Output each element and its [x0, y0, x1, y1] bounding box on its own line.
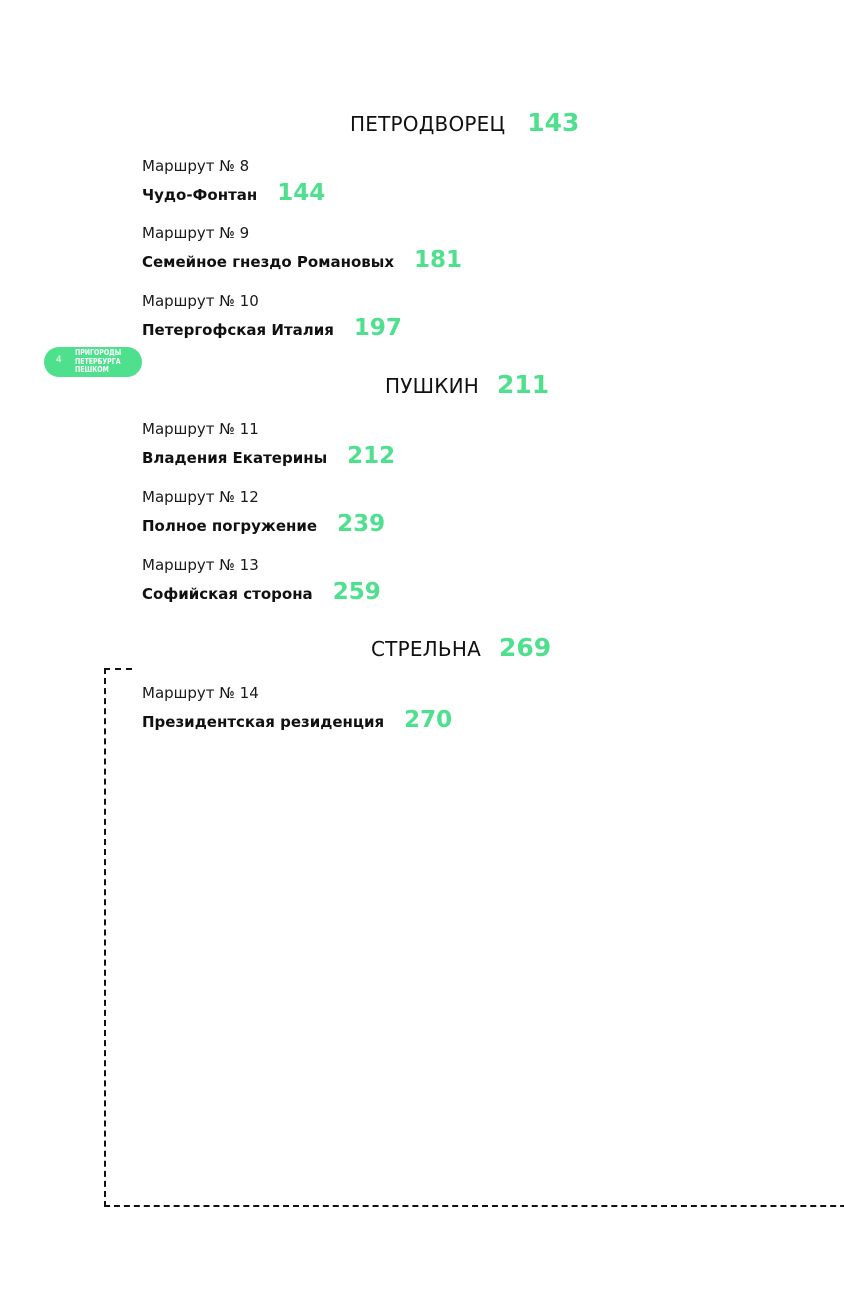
route-page-number: 197 [353, 315, 402, 341]
route-title: Президентская резиденция [142, 713, 385, 731]
route-title: Чудо-Фонтан [142, 186, 258, 204]
route-page-number: 181 [414, 247, 463, 273]
section-page-number: 143 [527, 108, 580, 137]
toc-entry-route-11 [142, 420, 395, 469]
route-label: Маршрут № 13 [142, 556, 259, 574]
dashed-frame [104, 668, 844, 1207]
section-header-strelna [371, 633, 551, 662]
route-line [142, 247, 462, 273]
section-header-pushkin [385, 370, 549, 399]
route-line [142, 315, 402, 341]
route-label: Маршрут № 9 [142, 224, 250, 242]
route-title: Владения Екатерины [142, 449, 328, 467]
route-page-number: 144 [277, 180, 326, 206]
route-label: Маршрут № 14 [142, 684, 259, 702]
route-label: Маршрут № 10 [142, 292, 259, 310]
route-title: Петергофская Италия [142, 321, 334, 339]
logo-line: ПРИГОРОДЫ [75, 348, 122, 357]
route-title: Семейное гнездо Романовых [142, 253, 395, 271]
route-title: Полное погружение [142, 517, 318, 535]
section-page-number: 211 [497, 370, 550, 399]
toc-entry-route-10 [142, 292, 402, 341]
section-title: СТРЕЛЬНА [371, 637, 481, 661]
section-title: ПУШКИН [385, 374, 480, 398]
section-title: ПЕТРОДВОРЕЦ [350, 112, 506, 136]
page-number: 4 [56, 355, 62, 365]
route-page-number: 270 [404, 707, 453, 733]
route-line [142, 443, 395, 469]
toc-entry-route-13 [142, 556, 381, 605]
toc-entry-route-12 [142, 488, 385, 537]
logo-line: ПЕТЕРБУРГА [75, 356, 121, 366]
toc-entry-route-8 [142, 157, 325, 206]
logo-line: ПЕШКОМ [75, 365, 109, 374]
route-page-number: 212 [347, 443, 396, 469]
book-logo [75, 349, 121, 375]
route-label: Маршрут № 11 [142, 420, 259, 438]
route-page-number: 239 [337, 511, 386, 537]
route-label: Маршрут № 12 [142, 488, 259, 506]
book-logo-badge [44, 347, 142, 377]
route-line [142, 180, 325, 206]
route-title: Софийская сторона [142, 585, 313, 603]
section-header-petrodvorets [350, 108, 579, 137]
route-line [142, 511, 385, 537]
section-page-number: 269 [498, 633, 552, 662]
route-line [142, 579, 381, 605]
route-label: Маршрут № 8 [142, 157, 250, 175]
toc-entry-route-9 [142, 224, 462, 273]
route-page-number: 259 [332, 579, 381, 605]
